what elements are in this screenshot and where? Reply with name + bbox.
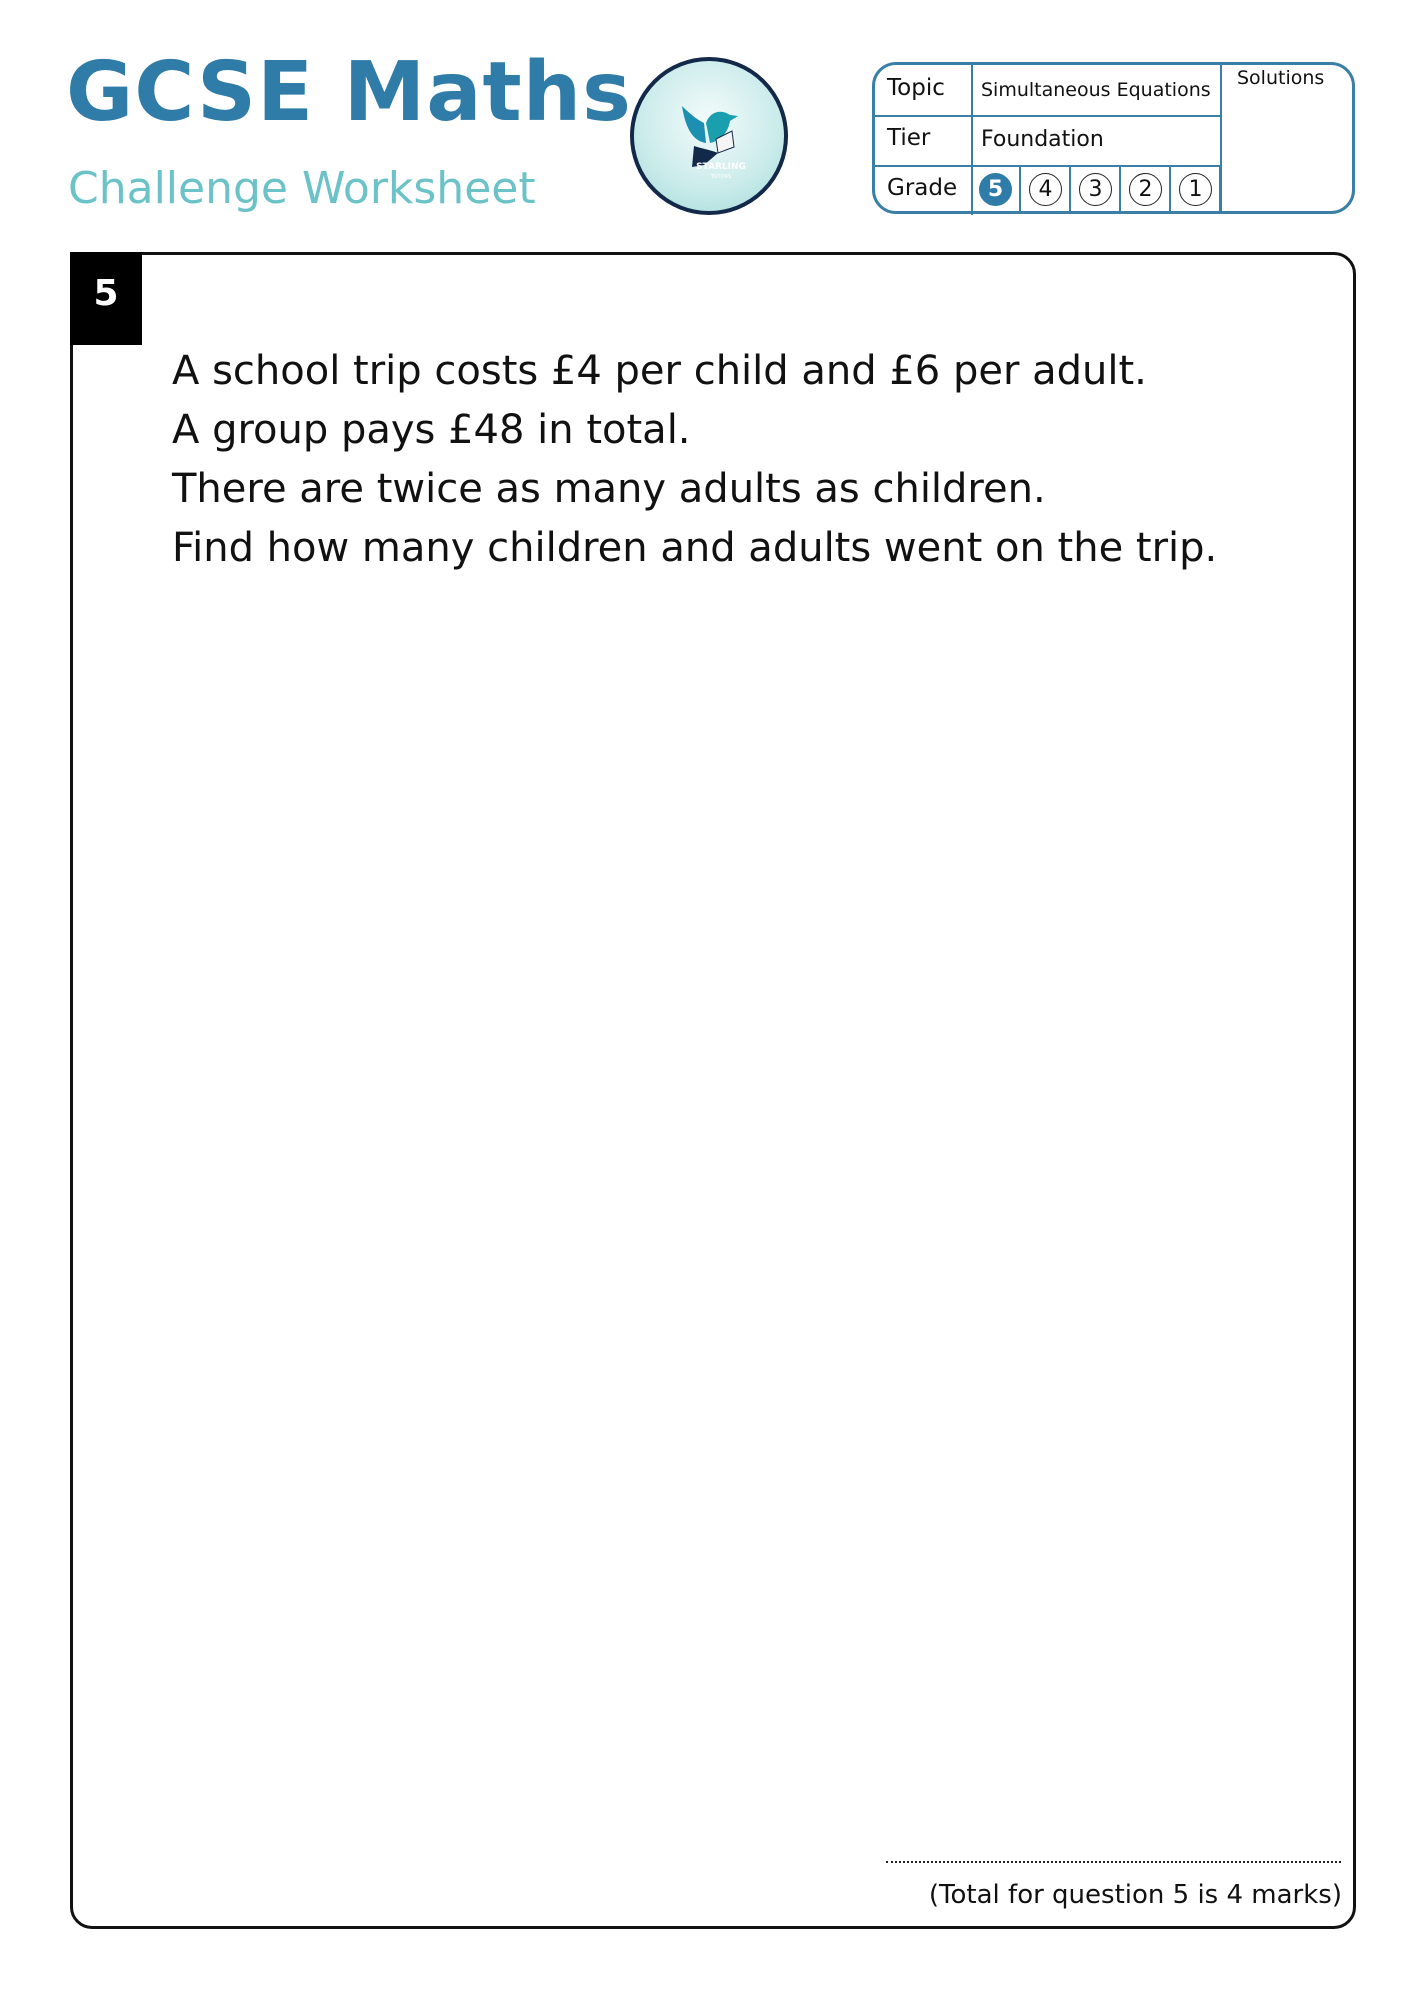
grade-4-badge: 4 <box>1021 165 1071 213</box>
total-marks: (Total for question 5 is 4 marks) <box>928 1880 1342 1910</box>
grade-1-badge: 1 <box>1171 165 1221 213</box>
answer-line <box>886 1861 1341 1863</box>
bird-logo-icon <box>634 61 784 211</box>
question-line: A school trip costs £4 per child and £6 per adult. <box>172 348 1147 394</box>
question-line: A group pays £48 in total. <box>172 407 691 453</box>
starling-tutors-logo <box>630 57 788 215</box>
worksheet-title: GCSE Maths <box>66 45 632 140</box>
topic-label: Topic <box>887 75 945 101</box>
tier-row <box>875 115 1220 167</box>
question-line: There are twice as many adults as children. <box>172 466 1046 512</box>
grade-5-badge: 5 <box>971 165 1021 213</box>
grade-label: Grade <box>887 175 958 201</box>
question-number: 5 <box>70 252 142 345</box>
tier-value: Foundation <box>981 127 1104 152</box>
solutions-label: Solutions <box>1237 67 1325 89</box>
grade-3-badge: 3 <box>1071 165 1121 213</box>
grade-2-badge: 2 <box>1121 165 1171 213</box>
topic-value: Simultaneous Equations <box>981 79 1211 101</box>
svg-text:STARLING: STARLING <box>696 162 746 172</box>
grade-row <box>875 165 1220 215</box>
tier-label: Tier <box>887 125 931 151</box>
svg-text:TUTORS: TUTORS <box>710 174 732 180</box>
question-line: Find how many children and adults went on the trip. <box>172 525 1218 571</box>
worksheet-info-table <box>872 62 1355 214</box>
worksheet-subtitle: Challenge Worksheet <box>68 163 536 214</box>
topic-row <box>875 65 1220 117</box>
question-text <box>172 342 1217 578</box>
